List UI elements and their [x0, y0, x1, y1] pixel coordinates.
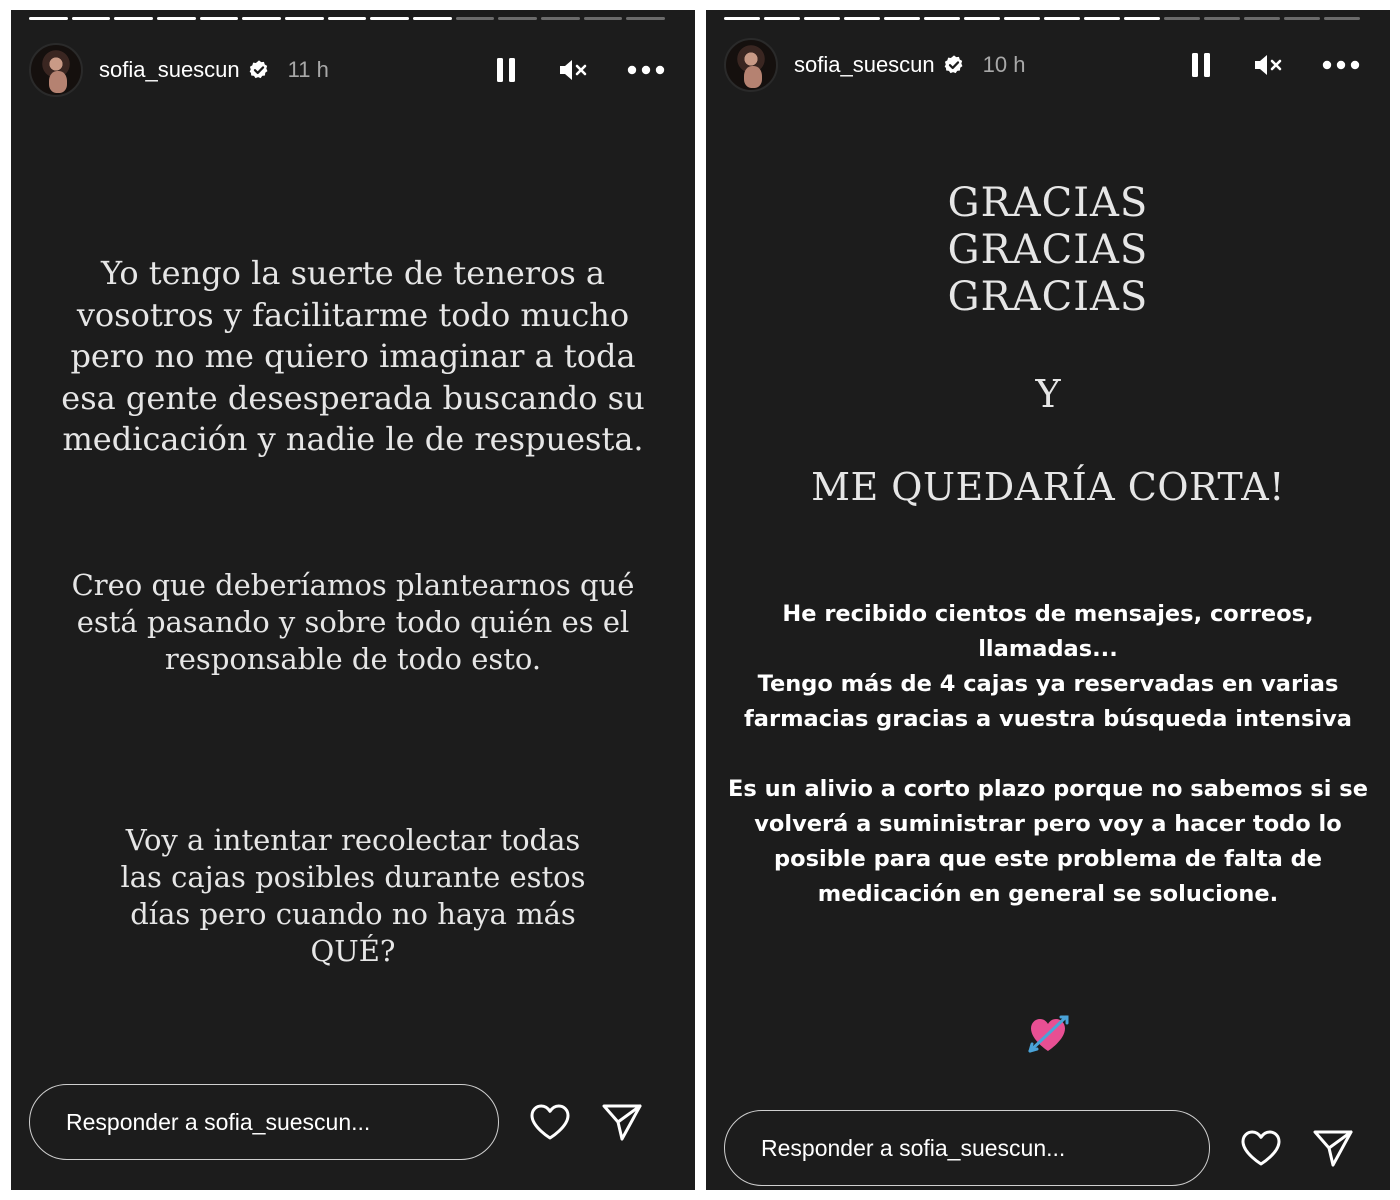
- progress-segment: [1004, 17, 1040, 20]
- progress-segment: [804, 17, 840, 20]
- avatar[interactable]: [29, 43, 83, 97]
- story-text-y: Y: [1035, 372, 1061, 416]
- gracias-line: GRACIAS: [947, 180, 1149, 226]
- story-text-paragraph: Creo que deberíamos plantearnos qué está pasando y sobre todo quién es el responsable de todo esto.: [71, 568, 635, 676]
- pause-icon[interactable]: [495, 56, 517, 84]
- progress-segment: [626, 17, 665, 20]
- progress-segment: [1124, 17, 1160, 20]
- story-footer: [724, 1110, 1360, 1186]
- username[interactable]: sofia_suescun: [794, 52, 935, 77]
- progress-segment: [456, 17, 495, 20]
- progress-segment: [1244, 17, 1280, 20]
- gracias-line: GRACIAS: [947, 227, 1149, 273]
- heart-with-arrow-icon: [706, 1013, 1390, 1067]
- progress-segment: [29, 17, 68, 20]
- story-header: [29, 42, 665, 98]
- progress-segment: [114, 17, 153, 20]
- progress-segment: [1164, 17, 1200, 20]
- story-left: [11, 10, 695, 1190]
- muted-speaker-icon[interactable]: [557, 56, 587, 84]
- story-right: [706, 10, 1390, 1190]
- more-options-icon[interactable]: [1322, 60, 1360, 70]
- heart-icon[interactable]: [1240, 1129, 1282, 1167]
- story-bold-paragraph: Es un alivio a corto plazo porque no sabemos si se volverá a suministrar pero voy a hacer todo lo posible para que este problema de falta de medicación en general se solucione.: [728, 776, 1368, 907]
- verified-badge-icon: [943, 54, 965, 76]
- heart-icon[interactable]: [529, 1103, 571, 1141]
- gracias-block: [706, 180, 1390, 321]
- progress-segment: [72, 17, 111, 20]
- progress-segment: [1084, 17, 1120, 20]
- story-progress-bar: [29, 17, 665, 20]
- progress-segment: [200, 17, 239, 20]
- verified-badge-icon: [248, 59, 270, 81]
- progress-segment: [285, 17, 324, 20]
- reply-input[interactable]: Responder a sofia_suescun...: [724, 1110, 1210, 1186]
- progress-segment: [1204, 17, 1240, 20]
- send-icon[interactable]: [601, 1102, 643, 1142]
- post-time: 10 h: [982, 52, 1026, 77]
- send-icon[interactable]: [1312, 1128, 1354, 1168]
- progress-segment: [924, 17, 960, 20]
- muted-speaker-icon[interactable]: [1252, 51, 1282, 79]
- progress-segment: [242, 17, 281, 20]
- progress-segment: [964, 17, 1000, 20]
- progress-segment: [764, 17, 800, 20]
- avatar[interactable]: [724, 38, 778, 92]
- progress-segment: [884, 17, 920, 20]
- story-progress-bar: [724, 17, 1360, 20]
- more-options-icon[interactable]: [627, 65, 665, 75]
- progress-segment: [844, 17, 880, 20]
- progress-segment: [1324, 17, 1360, 20]
- progress-segment: [541, 17, 580, 20]
- story-text-heading: ME QUEDARÍA CORTA!: [811, 465, 1285, 509]
- progress-segment: [328, 17, 367, 20]
- progress-segment: [724, 17, 760, 20]
- progress-segment: [1284, 17, 1320, 20]
- story-footer: [29, 1084, 665, 1160]
- story-header: [724, 37, 1360, 93]
- progress-segment: [584, 17, 623, 20]
- progress-segment: [498, 17, 537, 20]
- story-text-paragraph: Yo tengo la suerte de teneros a vosotros y facilitarme todo mucho pero no me quiero imaginar a toda esa gente desesperada buscando su medicación y nadie le de respuesta.: [61, 254, 645, 458]
- progress-segment: [1044, 17, 1080, 20]
- gracias-line: GRACIAS: [947, 274, 1149, 320]
- post-time: 11 h: [287, 57, 329, 82]
- pause-icon[interactable]: [1190, 51, 1212, 79]
- story-bold-paragraph: He recibido cientos de mensajes, correos, llamadas... Tengo más de 4 cajas ya reservadas en varias farmacias gracias a vuestra búsqueda intensiva: [744, 601, 1352, 732]
- progress-segment: [370, 17, 409, 20]
- progress-segment: [413, 17, 452, 20]
- progress-segment: [157, 17, 196, 20]
- username[interactable]: sofia_suescun: [99, 57, 240, 82]
- reply-input[interactable]: Responder a sofia_suescun...: [29, 1084, 499, 1160]
- story-text-paragraph: Voy a intentar recolectar todas las cajas posibles durante estos días pero cuando no haya más QUÉ?: [120, 823, 586, 968]
